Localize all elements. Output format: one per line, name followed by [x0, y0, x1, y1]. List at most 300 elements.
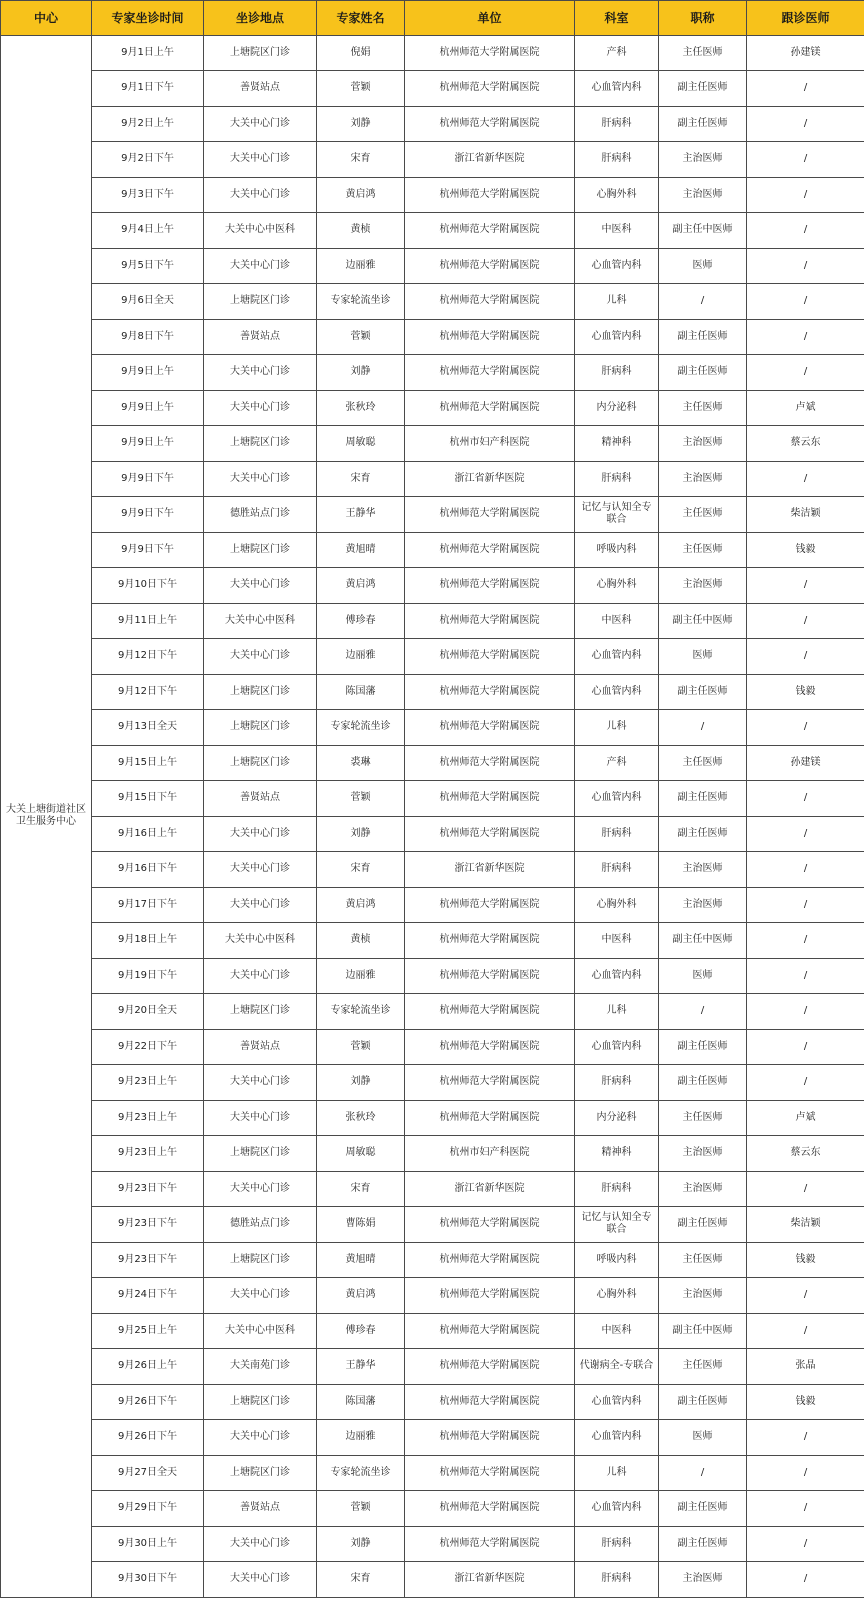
location-cell: 大关中心门诊	[204, 1065, 317, 1101]
department-cell: 中医科	[575, 923, 659, 959]
organization-cell: 杭州师范大学附属医院	[405, 1242, 575, 1278]
header-center: 中心	[1, 1, 92, 36]
assistant-cell: /	[747, 248, 864, 284]
location-cell: 善贤站点	[204, 781, 317, 817]
location-cell: 大关中心门诊	[204, 887, 317, 923]
assistant-cell: /	[747, 1065, 864, 1101]
organization-cell: 杭州师范大学附属医院	[405, 1100, 575, 1136]
assistant-cell: /	[747, 958, 864, 994]
time-cell: 9月10日下午	[92, 568, 204, 604]
organization-cell: 杭州师范大学附属医院	[405, 35, 575, 71]
time-cell: 9月29日下午	[92, 1491, 204, 1527]
expert-name-cell: 陈国藩	[317, 1384, 405, 1420]
assistant-cell: 卢斌	[747, 390, 864, 426]
table-row	[1, 390, 864, 426]
location-cell: 大关中心门诊	[204, 142, 317, 178]
time-cell: 9月12日下午	[92, 639, 204, 675]
time-cell: 9月9日上午	[92, 426, 204, 462]
assistant-cell: /	[747, 355, 864, 391]
organization-cell: 杭州师范大学附属医院	[405, 816, 575, 852]
department-cell: 肝病科	[575, 355, 659, 391]
department-cell: 肝病科	[575, 852, 659, 888]
department-cell: 产科	[575, 745, 659, 781]
table-row	[1, 497, 864, 533]
location-cell: 上塘院区门诊	[204, 674, 317, 710]
assistant-cell: /	[747, 603, 864, 639]
expert-name-cell: 边丽雅	[317, 958, 405, 994]
location-cell: 善贤站点	[204, 71, 317, 107]
header-time: 专家坐诊时间	[92, 1, 204, 36]
assistant-cell: /	[747, 461, 864, 497]
department-cell: 儿科	[575, 1455, 659, 1491]
expert-name-cell: 专家轮流坐诊	[317, 284, 405, 320]
expert-name-cell: 周敏聪	[317, 1136, 405, 1172]
organization-cell: 杭州师范大学附属医院	[405, 1278, 575, 1314]
table-row	[1, 1029, 864, 1065]
assistant-cell: /	[747, 852, 864, 888]
expert-name-cell: 王静华	[317, 497, 405, 533]
time-cell: 9月23日下午	[92, 1207, 204, 1243]
center-name-cell: 大关上塘街道社区卫生服务中心	[1, 35, 92, 1597]
table-row	[1, 958, 864, 994]
title-cell: 主治医师	[659, 142, 747, 178]
title-cell: 主治医师	[659, 887, 747, 923]
location-cell: 大关中心门诊	[204, 355, 317, 391]
expert-name-cell: 傅珍春	[317, 1313, 405, 1349]
assistant-cell: 柴洁颖	[747, 1207, 864, 1243]
department-cell: 精神科	[575, 1136, 659, 1172]
expert-name-cell: 菅颖	[317, 71, 405, 107]
assistant-cell: 柴洁颖	[747, 497, 864, 533]
department-cell: 产科	[575, 35, 659, 71]
time-cell: 9月15日下午	[92, 781, 204, 817]
location-cell: 德胜站点门诊	[204, 497, 317, 533]
assistant-cell: 孙建镁	[747, 35, 864, 71]
title-cell: 主任医师	[659, 1242, 747, 1278]
organization-cell: 杭州师范大学附属医院	[405, 887, 575, 923]
expert-name-cell: 黄旭晴	[317, 1242, 405, 1278]
time-cell: 9月26日下午	[92, 1420, 204, 1456]
header-row	[1, 1, 864, 36]
table-row	[1, 639, 864, 675]
department-cell: 心血管内科	[575, 1384, 659, 1420]
assistant-cell: /	[747, 1029, 864, 1065]
department-cell: 心血管内科	[575, 1491, 659, 1527]
assistant-cell: 钱毅	[747, 1384, 864, 1420]
expert-name-cell: 刘静	[317, 1065, 405, 1101]
department-cell: 肝病科	[575, 816, 659, 852]
title-cell: 副主任医师	[659, 781, 747, 817]
table-row	[1, 71, 864, 107]
time-cell: 9月9日上午	[92, 355, 204, 391]
table-row	[1, 1455, 864, 1491]
time-cell: 9月9日下午	[92, 461, 204, 497]
organization-cell: 浙江省新华医院	[405, 852, 575, 888]
organization-cell: 杭州师范大学附属医院	[405, 355, 575, 391]
expert-name-cell: 菅颖	[317, 319, 405, 355]
assistant-cell: /	[747, 319, 864, 355]
title-cell: /	[659, 710, 747, 746]
title-cell: 主治医师	[659, 852, 747, 888]
table-row	[1, 106, 864, 142]
assistant-cell: /	[747, 1562, 864, 1598]
expert-name-cell: 陈国藩	[317, 674, 405, 710]
expert-name-cell: 宋育	[317, 461, 405, 497]
department-cell: 心血管内科	[575, 1029, 659, 1065]
assistant-cell: 蔡云东	[747, 1136, 864, 1172]
location-cell: 大关中心门诊	[204, 106, 317, 142]
table-row	[1, 994, 864, 1030]
organization-cell: 杭州师范大学附属医院	[405, 177, 575, 213]
table-row	[1, 1313, 864, 1349]
expert-name-cell: 宋育	[317, 142, 405, 178]
location-cell: 上塘院区门诊	[204, 745, 317, 781]
table-row	[1, 781, 864, 817]
department-cell: 肝病科	[575, 1065, 659, 1101]
title-cell: 主治医师	[659, 1171, 747, 1207]
title-cell: 主治医师	[659, 1278, 747, 1314]
organization-cell: 杭州师范大学附属医院	[405, 710, 575, 746]
organization-cell: 杭州师范大学附属医院	[405, 71, 575, 107]
title-cell: 主任医师	[659, 390, 747, 426]
assistant-cell: 钱毅	[747, 532, 864, 568]
department-cell: 内分泌科	[575, 390, 659, 426]
location-cell: 大关中心门诊	[204, 568, 317, 604]
table-row	[1, 568, 864, 604]
expert-name-cell: 周敏聪	[317, 426, 405, 462]
department-cell: 心血管内科	[575, 781, 659, 817]
table-row	[1, 887, 864, 923]
time-cell: 9月13日全天	[92, 710, 204, 746]
organization-cell: 杭州师范大学附属医院	[405, 532, 575, 568]
department-cell: 心血管内科	[575, 674, 659, 710]
expert-name-cell: 黄桢	[317, 213, 405, 249]
organization-cell: 杭州师范大学附属医院	[405, 674, 575, 710]
title-cell: 副主任医师	[659, 816, 747, 852]
location-cell: 大关中心中医科	[204, 603, 317, 639]
time-cell: 9月16日上午	[92, 816, 204, 852]
title-cell: 主任医师	[659, 35, 747, 71]
location-cell: 善贤站点	[204, 319, 317, 355]
time-cell: 9月1日下午	[92, 71, 204, 107]
table-row	[1, 426, 864, 462]
table-row	[1, 1136, 864, 1172]
time-cell: 9月30日下午	[92, 1562, 204, 1598]
department-cell: 肝病科	[575, 1171, 659, 1207]
organization-cell: 杭州师范大学附属医院	[405, 1349, 575, 1385]
table-row	[1, 248, 864, 284]
time-cell: 9月18日上午	[92, 923, 204, 959]
assistant-cell: /	[747, 1491, 864, 1527]
assistant-cell: /	[747, 568, 864, 604]
title-cell: 医师	[659, 248, 747, 284]
table-row	[1, 852, 864, 888]
assistant-cell: /	[747, 639, 864, 675]
department-cell: 肝病科	[575, 461, 659, 497]
time-cell: 9月8日下午	[92, 319, 204, 355]
title-cell: 主治医师	[659, 568, 747, 604]
organization-cell: 杭州师范大学附属医院	[405, 1207, 575, 1243]
organization-cell: 杭州师范大学附属医院	[405, 1455, 575, 1491]
location-cell: 上塘院区门诊	[204, 426, 317, 462]
title-cell: 副主任中医师	[659, 603, 747, 639]
expert-name-cell: 王静华	[317, 1349, 405, 1385]
location-cell: 上塘院区门诊	[204, 1136, 317, 1172]
schedule-body	[1, 35, 864, 1597]
time-cell: 9月12日下午	[92, 674, 204, 710]
time-cell: 9月20日全天	[92, 994, 204, 1030]
organization-cell: 杭州师范大学附属医院	[405, 1313, 575, 1349]
assistant-cell: /	[747, 923, 864, 959]
department-cell: 儿科	[575, 994, 659, 1030]
title-cell: 主任医师	[659, 497, 747, 533]
table-row	[1, 355, 864, 391]
location-cell: 大关中心门诊	[204, 639, 317, 675]
expert-name-cell: 菅颖	[317, 1029, 405, 1065]
time-cell: 9月17日下午	[92, 887, 204, 923]
expert-name-cell: 傅珍春	[317, 603, 405, 639]
table-row	[1, 142, 864, 178]
time-cell: 9月1日上午	[92, 35, 204, 71]
assistant-cell: /	[747, 1455, 864, 1491]
expert-name-cell: 刘静	[317, 816, 405, 852]
expert-name-cell: 刘静	[317, 355, 405, 391]
title-cell: 主治医师	[659, 1562, 747, 1598]
time-cell: 9月4日上午	[92, 213, 204, 249]
table-row	[1, 1420, 864, 1456]
title-cell: 副主任医师	[659, 1526, 747, 1562]
assistant-cell: /	[747, 1420, 864, 1456]
time-cell: 9月2日下午	[92, 142, 204, 178]
organization-cell: 杭州师范大学附属医院	[405, 319, 575, 355]
department-cell: 中医科	[575, 603, 659, 639]
assistant-cell: 孙建镁	[747, 745, 864, 781]
time-cell: 9月26日上午	[92, 1349, 204, 1385]
department-cell: 中医科	[575, 1313, 659, 1349]
department-cell: 心胸外科	[575, 1278, 659, 1314]
expert-name-cell: 曹陈娟	[317, 1207, 405, 1243]
title-cell: 副主任医师	[659, 1384, 747, 1420]
table-row	[1, 923, 864, 959]
location-cell: 大关中心门诊	[204, 461, 317, 497]
expert-name-cell: 边丽雅	[317, 1420, 405, 1456]
department-cell: 精神科	[575, 426, 659, 462]
organization-cell: 杭州师范大学附属医院	[405, 568, 575, 604]
expert-name-cell: 宋育	[317, 1171, 405, 1207]
table-row	[1, 1100, 864, 1136]
department-cell: 记忆与认知全专联合	[575, 497, 659, 533]
title-cell: 医师	[659, 958, 747, 994]
title-cell: 医师	[659, 1420, 747, 1456]
assistant-cell: 卢斌	[747, 1100, 864, 1136]
expert-name-cell: 裘琳	[317, 745, 405, 781]
department-cell: 心血管内科	[575, 319, 659, 355]
header-assistant-doctor: 跟诊医师	[747, 1, 864, 36]
expert-name-cell: 刘静	[317, 106, 405, 142]
assistant-cell: /	[747, 142, 864, 178]
table-row	[1, 1562, 864, 1598]
table-row	[1, 745, 864, 781]
organization-cell: 杭州师范大学附属医院	[405, 745, 575, 781]
assistant-cell: 张晶	[747, 1349, 864, 1385]
expert-name-cell: 黄旭晴	[317, 532, 405, 568]
assistant-cell: /	[747, 816, 864, 852]
title-cell: 主任医师	[659, 745, 747, 781]
organization-cell: 杭州师范大学附属医院	[405, 248, 575, 284]
location-cell: 上塘院区门诊	[204, 994, 317, 1030]
location-cell: 善贤站点	[204, 1029, 317, 1065]
organization-cell: 浙江省新华医院	[405, 461, 575, 497]
header-organization: 单位	[405, 1, 575, 36]
time-cell: 9月11日上午	[92, 603, 204, 639]
location-cell: 大关中心门诊	[204, 1171, 317, 1207]
expert-name-cell: 菅颖	[317, 1491, 405, 1527]
department-cell: 肝病科	[575, 142, 659, 178]
location-cell: 大关中心门诊	[204, 958, 317, 994]
title-cell: 副主任中医师	[659, 923, 747, 959]
assistant-cell: /	[747, 1526, 864, 1562]
time-cell: 9月23日上午	[92, 1100, 204, 1136]
expert-name-cell: 专家轮流坐诊	[317, 1455, 405, 1491]
department-cell: 内分泌科	[575, 1100, 659, 1136]
time-cell: 9月15日上午	[92, 745, 204, 781]
title-cell: 副主任医师	[659, 355, 747, 391]
assistant-cell: 钱毅	[747, 1242, 864, 1278]
header-location: 坐诊地点	[204, 1, 317, 36]
department-cell: 肝病科	[575, 1526, 659, 1562]
assistant-cell: /	[747, 213, 864, 249]
organization-cell: 杭州师范大学附属医院	[405, 106, 575, 142]
organization-cell: 杭州师范大学附属医院	[405, 1526, 575, 1562]
table-row	[1, 319, 864, 355]
department-cell: 代谢病全-专联合	[575, 1349, 659, 1385]
location-cell: 大关中心门诊	[204, 1526, 317, 1562]
title-cell: 副主任医师	[659, 1065, 747, 1101]
assistant-cell: /	[747, 1313, 864, 1349]
time-cell: 9月23日上午	[92, 1136, 204, 1172]
department-cell: 肝病科	[575, 106, 659, 142]
organization-cell: 杭州师范大学附属医院	[405, 1491, 575, 1527]
table-row	[1, 461, 864, 497]
organization-cell: 杭州市妇产科医院	[405, 1136, 575, 1172]
title-cell: 主治医师	[659, 426, 747, 462]
department-cell: 呼吸内科	[575, 1242, 659, 1278]
location-cell: 上塘院区门诊	[204, 710, 317, 746]
header-title: 职称	[659, 1, 747, 36]
title-cell: 副主任医师	[659, 1207, 747, 1243]
organization-cell: 杭州师范大学附属医院	[405, 1065, 575, 1101]
assistant-cell: /	[747, 1278, 864, 1314]
organization-cell: 浙江省新华医院	[405, 142, 575, 178]
title-cell: 副主任中医师	[659, 1313, 747, 1349]
department-cell: 呼吸内科	[575, 532, 659, 568]
organization-cell: 浙江省新华医院	[405, 1562, 575, 1598]
location-cell: 上塘院区门诊	[204, 1384, 317, 1420]
department-cell: 儿科	[575, 710, 659, 746]
time-cell: 9月23日下午	[92, 1171, 204, 1207]
title-cell: 副主任医师	[659, 1029, 747, 1065]
department-cell: 心胸外科	[575, 177, 659, 213]
table-row	[1, 603, 864, 639]
table-row	[1, 284, 864, 320]
expert-name-cell: 刘静	[317, 1526, 405, 1562]
time-cell: 9月25日上午	[92, 1313, 204, 1349]
assistant-cell: /	[747, 177, 864, 213]
department-cell: 心血管内科	[575, 71, 659, 107]
location-cell: 德胜站点门诊	[204, 1207, 317, 1243]
location-cell: 大关中心中医科	[204, 923, 317, 959]
time-cell: 9月3日下午	[92, 177, 204, 213]
time-cell: 9月9日上午	[92, 390, 204, 426]
table-row	[1, 1065, 864, 1101]
expert-name-cell: 专家轮流坐诊	[317, 994, 405, 1030]
expert-name-cell: 张秋玲	[317, 390, 405, 426]
assistant-cell: /	[747, 781, 864, 817]
table-row	[1, 35, 864, 71]
time-cell: 9月9日下午	[92, 497, 204, 533]
title-cell: 副主任医师	[659, 674, 747, 710]
organization-cell: 杭州师范大学附属医院	[405, 284, 575, 320]
table-row	[1, 1242, 864, 1278]
organization-cell: 杭州师范大学附属医院	[405, 497, 575, 533]
department-cell: 心血管内科	[575, 639, 659, 675]
time-cell: 9月6日全天	[92, 284, 204, 320]
location-cell: 上塘院区门诊	[204, 1455, 317, 1491]
location-cell: 大关中心门诊	[204, 1278, 317, 1314]
table-row	[1, 816, 864, 852]
table-row	[1, 177, 864, 213]
location-cell: 大关中心门诊	[204, 852, 317, 888]
assistant-cell: /	[747, 994, 864, 1030]
location-cell: 上塘院区门诊	[204, 532, 317, 568]
expert-name-cell: 倪娟	[317, 35, 405, 71]
title-cell: 主任医师	[659, 1349, 747, 1385]
organization-cell: 杭州师范大学附属医院	[405, 1420, 575, 1456]
time-cell: 9月23日上午	[92, 1065, 204, 1101]
time-cell: 9月16日下午	[92, 852, 204, 888]
expert-name-cell: 边丽雅	[317, 639, 405, 675]
title-cell: 主治医师	[659, 177, 747, 213]
organization-cell: 浙江省新华医院	[405, 1171, 575, 1207]
organization-cell: 杭州师范大学附属医院	[405, 390, 575, 426]
location-cell: 上塘院区门诊	[204, 1242, 317, 1278]
assistant-cell: /	[747, 71, 864, 107]
organization-cell: 杭州师范大学附属医院	[405, 958, 575, 994]
expert-name-cell: 宋育	[317, 852, 405, 888]
location-cell: 大关中心中医科	[204, 213, 317, 249]
location-cell: 上塘院区门诊	[204, 284, 317, 320]
location-cell: 大关中心门诊	[204, 177, 317, 213]
organization-cell: 杭州师范大学附属医院	[405, 994, 575, 1030]
location-cell: 大关中心门诊	[204, 390, 317, 426]
title-cell: 主任医师	[659, 1100, 747, 1136]
table-row	[1, 1526, 864, 1562]
organization-cell: 杭州市妇产科医院	[405, 426, 575, 462]
title-cell: /	[659, 284, 747, 320]
time-cell: 9月19日下午	[92, 958, 204, 994]
table-row	[1, 674, 864, 710]
expert-name-cell: 专家轮流坐诊	[317, 710, 405, 746]
table-row	[1, 213, 864, 249]
department-cell: 记忆与认知全专联合	[575, 1207, 659, 1243]
organization-cell: 杭州师范大学附属医院	[405, 1029, 575, 1065]
time-cell: 9月2日上午	[92, 106, 204, 142]
header-department: 科室	[575, 1, 659, 36]
title-cell: 副主任医师	[659, 71, 747, 107]
location-cell: 大关中心门诊	[204, 816, 317, 852]
time-cell: 9月27日全天	[92, 1455, 204, 1491]
assistant-cell: 钱毅	[747, 674, 864, 710]
